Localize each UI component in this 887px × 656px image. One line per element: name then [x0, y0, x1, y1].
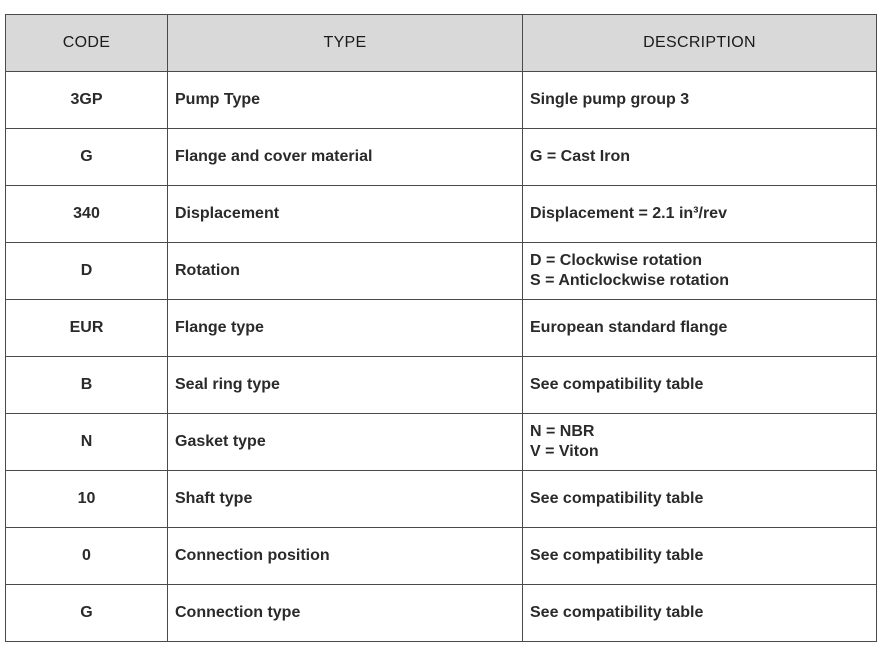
cell-type: Gasket type [168, 414, 523, 471]
table-row [6, 414, 877, 471]
cell-description [523, 129, 877, 186]
table-row [6, 186, 877, 243]
table-body [6, 72, 877, 642]
cell-description [523, 243, 877, 300]
cell-code: G [6, 129, 168, 186]
description-line: G = Cast Iron [530, 148, 631, 165]
cell-type: Rotation [168, 243, 523, 300]
table-row [6, 357, 877, 414]
cell-description [523, 357, 877, 414]
cell-description [523, 585, 877, 642]
cell-code: 340 [6, 186, 168, 243]
column-header-type: TYPE [168, 15, 523, 72]
description-line: D = Clockwise rotation [530, 252, 703, 269]
cell-code: N [6, 414, 168, 471]
cell-description [523, 414, 877, 471]
table-row [6, 129, 877, 186]
cell-type: Flange type [168, 300, 523, 357]
table-row [6, 300, 877, 357]
cell-description [523, 528, 877, 585]
description-line: N = NBR [530, 423, 595, 440]
description-line: See compatibility table [530, 490, 704, 507]
cell-code: 0 [6, 528, 168, 585]
cell-type: Seal ring type [168, 357, 523, 414]
cell-type: Pump Type [168, 72, 523, 129]
cell-description [523, 471, 877, 528]
cell-code: EUR [6, 300, 168, 357]
table-row [6, 585, 877, 642]
cell-type: Connection position [168, 528, 523, 585]
cell-code: D [6, 243, 168, 300]
cell-code: 10 [6, 471, 168, 528]
cell-description [523, 300, 877, 357]
cell-type: Flange and cover material [168, 129, 523, 186]
table-row [6, 528, 877, 585]
table-header-row [6, 15, 877, 72]
table-row [6, 471, 877, 528]
description-line: See compatibility table [530, 547, 704, 564]
pump-code-table [5, 14, 877, 642]
cell-description [523, 72, 877, 129]
description-line: European standard flange [530, 319, 728, 336]
cell-description [523, 186, 877, 243]
cell-code: G [6, 585, 168, 642]
description-line: Displacement = 2.1 in³/rev [530, 205, 727, 222]
cell-code: B [6, 357, 168, 414]
cell-type: Displacement [168, 186, 523, 243]
table-row [6, 243, 877, 300]
cell-code: 3GP [6, 72, 168, 129]
description-line: Single pump group 3 [530, 91, 690, 108]
description-line: S = Anticlockwise rotation [530, 272, 730, 289]
table-row [6, 72, 877, 129]
column-header-code: CODE [6, 15, 168, 72]
cell-type: Connection type [168, 585, 523, 642]
description-line: See compatibility table [530, 604, 704, 621]
description-line: V = Viton [530, 443, 599, 460]
column-header-description: DESCRIPTION [523, 15, 877, 72]
description-line: See compatibility table [530, 376, 704, 393]
cell-type: Shaft type [168, 471, 523, 528]
